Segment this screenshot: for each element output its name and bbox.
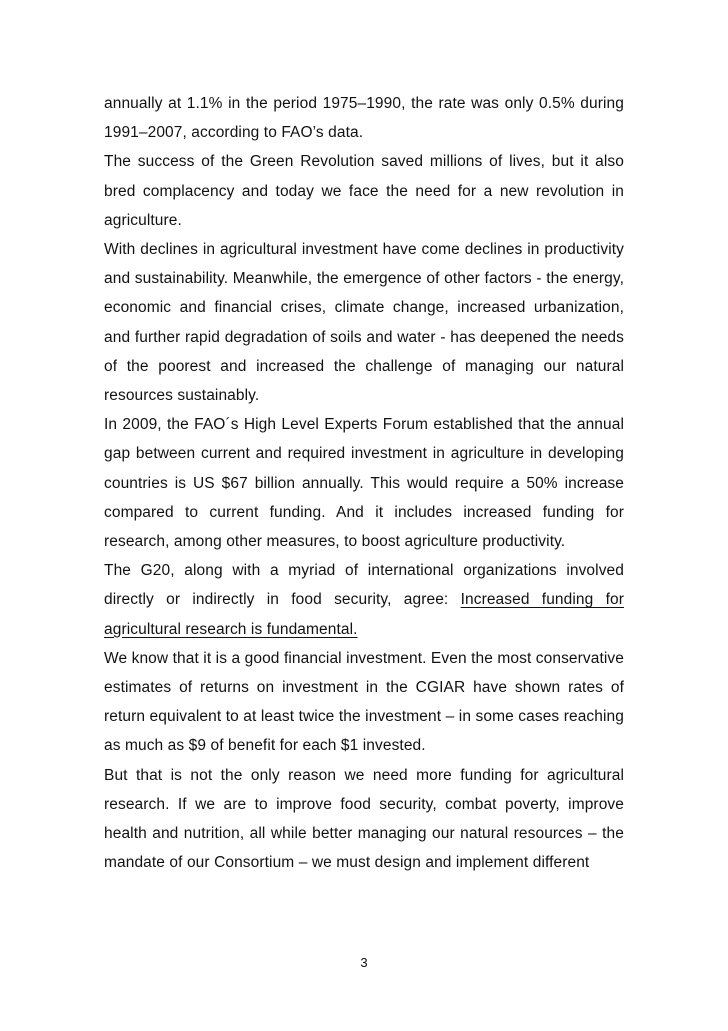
paragraph-green-revolution <box>104 147 624 235</box>
paragraph-text: With declines in agricultural investment have come declines in productivity and sustainability. Meanwhile, the emergence of other factors - the energy, economic and financial crises, climate change, increased urbanization, and further rapid degradation of soils and water - has deepened the needs of the poorest and increased the challenge of managing our natural resources sustainably. <box>104 241 624 405</box>
paragraph-experts-forum <box>104 410 624 556</box>
paragraph-g20 <box>104 556 624 644</box>
paragraph-text: In 2009, the FAO´s High Level Experts Forum established that the annual gap between current and required investment in agriculture in developing countries is US $67 billion annually. This would require a 50% increase compared to current funding. And it includes increased funding for research, among other measures, to boost agriculture productivity. <box>104 416 624 551</box>
paragraph-text: We know that it is a good financial investment. Even the most conservative estimates of returns on investment in the CGIAR have shown rates of return equivalent to at least twice the investment – in some cases reaching as much as $9 of benefit for each $1 invested. <box>104 649 624 755</box>
paragraph-text: The G20, along with a myriad of international organizations involved directly or indirectly in food security, agree: <box>104 562 624 609</box>
paragraph-returns-on-investment <box>104 644 624 761</box>
underlined-statement: Increased funding for agricultural research is fundamental. <box>104 591 624 638</box>
paragraph-text: annually at 1.1% in the period 1975–1990, the rate was only 0.5% during 1991–2007, according to FAO’s data. <box>104 95 624 142</box>
paragraph-investment-declines <box>104 235 624 410</box>
paragraph-consortium-mandate <box>104 761 624 878</box>
body-text <box>104 89 624 877</box>
paragraph-text: The success of the Green Revolution saved millions of lives, but it also bred complacency and today we face the need for a new revolution in agriculture. <box>104 153 624 229</box>
paragraph-fao-growth-rate <box>104 89 624 147</box>
paragraph-text: But that is not the only reason we need more funding for agricultural research. If we are to improve food security, combat poverty, improve health and nutrition, all while better managing our natural resources – the mandate of our Consortium – we must design and implement different <box>104 766 624 872</box>
page-number: 3 <box>360 955 368 970</box>
